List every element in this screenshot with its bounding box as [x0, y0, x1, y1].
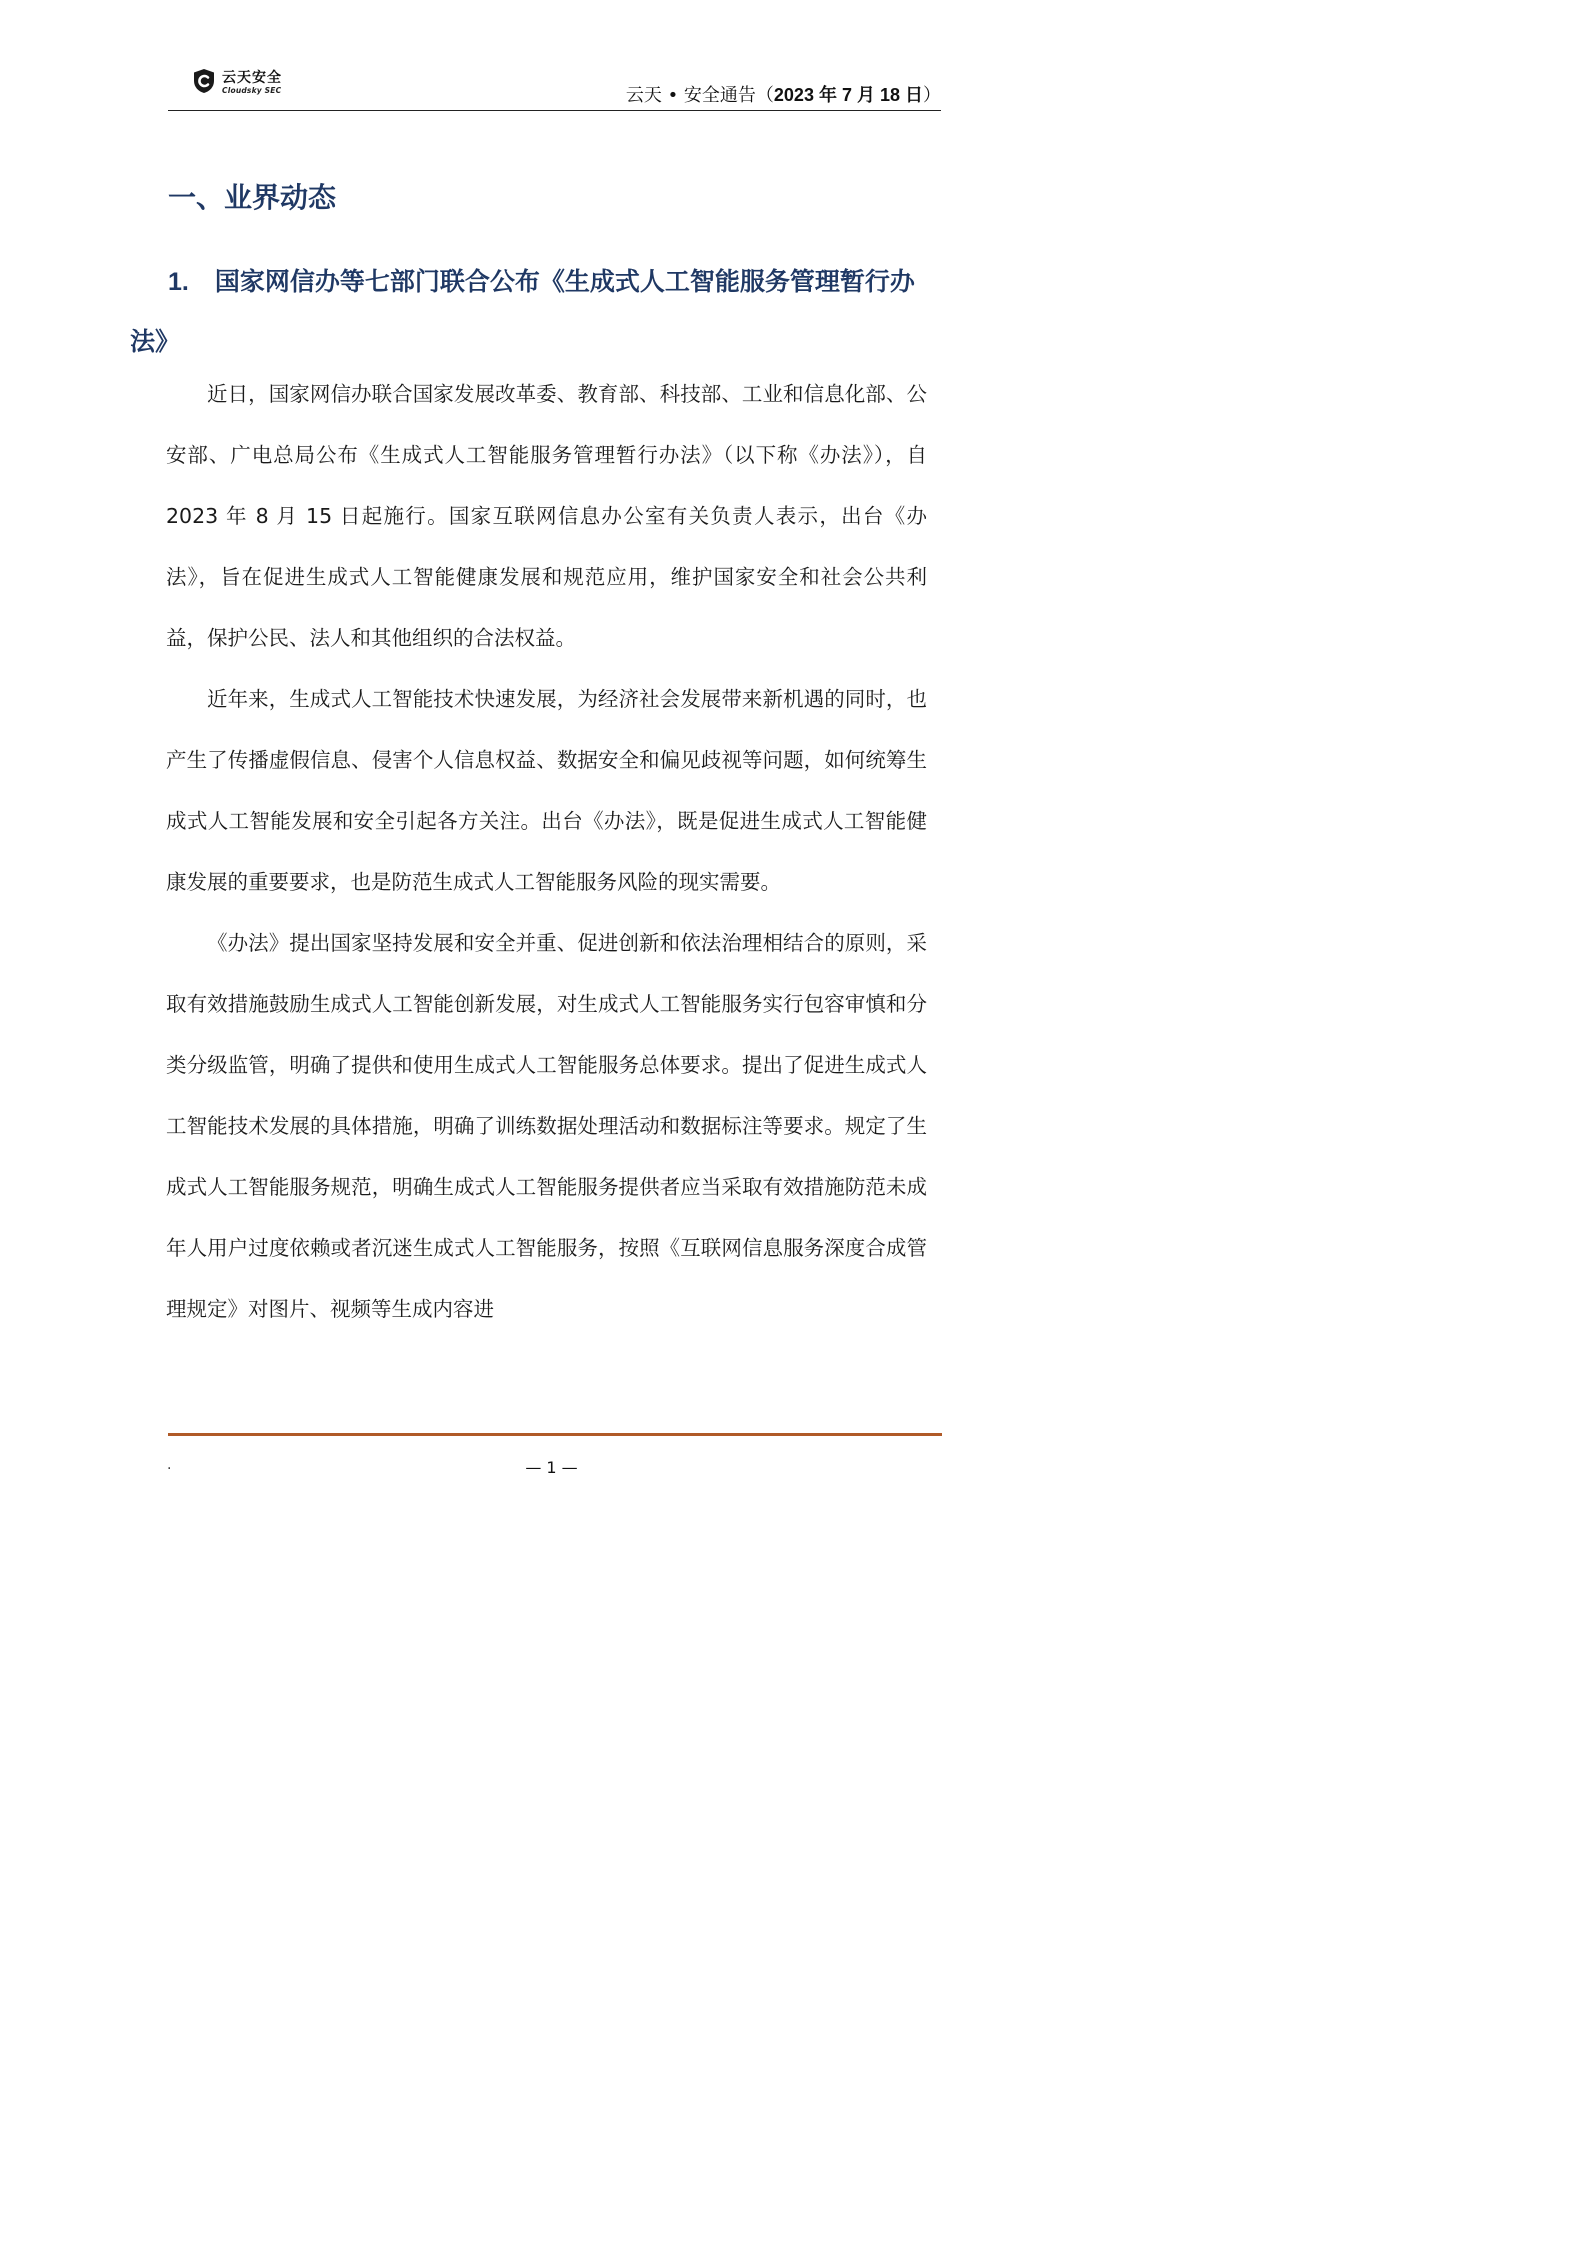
body-paragraph: 近日，国家网信办联合国家发展改革委、教育部、科技部、工业和信息化部、公安部、广电总局公布《生成式人工智能服务管理暂行办法》（以下称《办法》），自 2023 年 8 月 15 日起施行。国家互联网信息办公室有关负责人表示，出台《办法》，旨在促进生成式人工智能健康发展和规范应用，维护国家安全和社会公共利益，保护公民、法人和其他组织的合法权益。	[166, 382, 927, 650]
body-paragraph: 《办法》提出国家坚持发展和安全并重、促进创新和依法治理相结合的原则，采取有效措施鼓励生成式人工智能创新发展，对生成式人工智能服务实行包容审慎和分类分级监管，明确了提供和使用生成式人工智能服务总体要求。提出了促进生成式人工智能技术发展的具体措施，明确了训练数据处理活动和数据标注等要求。规定了生成式人工智能服务规范，明确生成式人工智能服务提供者应当采取有效措施防范未成年人用户过度依赖或者沉迷生成式人工智能服务，按照《互联网信息服务深度合成管理规定》对图片、视频等生成内容进	[166, 931, 927, 1321]
header-title	[626, 81, 941, 107]
page-number: — 1 —	[525, 1458, 578, 1477]
header-title-date: 2023 年 7 月 18 日	[773, 85, 923, 105]
article-title: 国家网信办等七部门联合公布《生成式人工智能服务管理暂行办法》	[130, 267, 915, 356]
article-heading	[130, 252, 930, 371]
header-title-suffix: ）	[923, 85, 941, 106]
section-heading: 一、业界动态	[168, 181, 337, 214]
article-body	[166, 364, 927, 1340]
shield-c-icon	[192, 68, 216, 94]
header-divider	[168, 110, 941, 111]
footer-mark: .	[167, 1457, 172, 1473]
body-paragraph: 近年来，生成式人工智能技术快速发展，为经济社会发展带来新机遇的同时，也产生了传播虚假信息、侵害个人信息权益、数据安全和偏见歧视等问题，如何统筹生成式人工智能发展和安全引起各方关注。出台《办法》，既是促进生成式人工智能健康发展的重要要求，也是防范生成式人工智能服务风险的现实需要。	[166, 687, 927, 894]
logo-text-en: Cloudsky SEC	[222, 86, 282, 95]
article-number: 1.	[168, 268, 189, 296]
logo-text-cn: 云天安全	[222, 70, 282, 86]
footer-divider	[168, 1433, 942, 1436]
company-logo	[192, 66, 302, 102]
header-title-prefix: 云天 • 安全通告（	[625, 85, 774, 106]
